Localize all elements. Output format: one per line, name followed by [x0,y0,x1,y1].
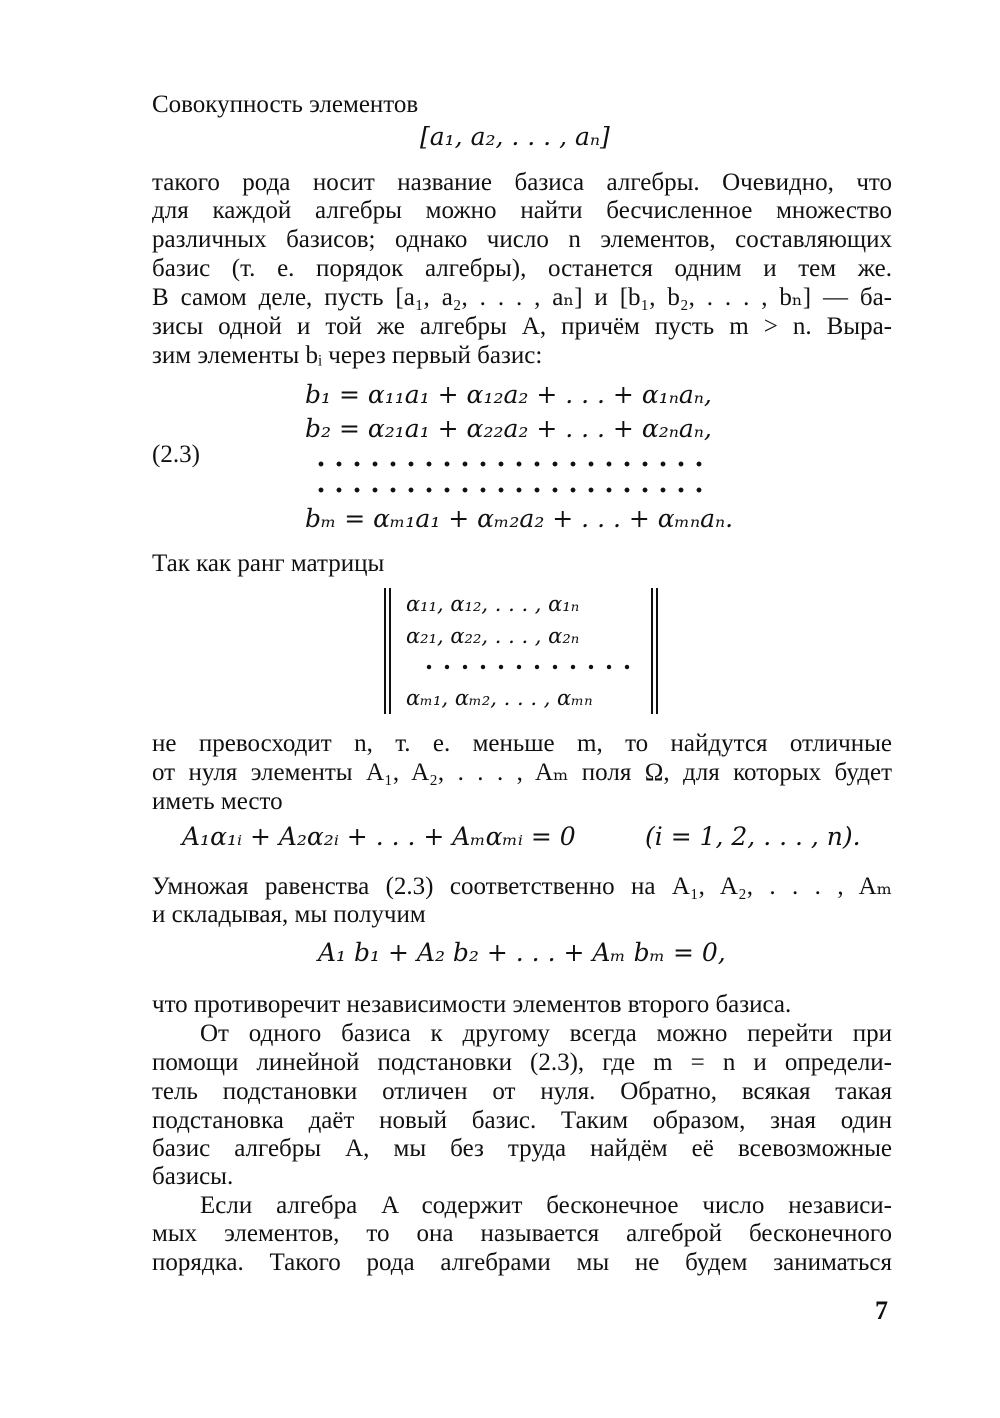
equation-number: (2.3) [152,441,200,468]
equation-row-m: bₘ = αₘ₁a₁ + αₘ₂a₂ + . . . + αₘₙaₙ. [305,504,734,533]
matrix-bar [384,588,386,714]
text-line: Совокупность элементов [152,91,419,118]
equation-row-1: b₁ = α₁₁a₁ + α₁₂a₂ + . . . + α₁ₙaₙ, [305,380,712,409]
text-line: В самом деле, пусть [a₁, a₂, . . . , aₙ] и [b₁, b₂, . . . , bₙ] — ба- [152,284,892,311]
text-line: и складывая, мы получим [152,901,426,928]
text-line: мых элементов, то она называется алгеброй бесконечного [152,1220,892,1247]
matrix-bar [656,588,658,714]
text-line: от нуля элементы A₁, A₂, . . . , Aₘ поля Ω, для которых будет [152,759,892,786]
text-line: помощи линейной подстановки (2.3), где m = n и определи- [152,1049,892,1076]
text-line: что противоречит независимости элементов второго базиса. [152,991,792,1018]
matrix-row-1: α₁₁, α₁₂, . . . , α₁ₙ [406,592,580,616]
formula-condition: (i = 1, 2, . . . , n). [645,822,861,851]
formula-sum: A₁ b₁ + A₂ b₂ + . . . + Aₘ bₘ = 0, [318,938,726,967]
text-line: такого рода носит название базиса алгебры. Очевидно, что [152,169,892,196]
text-line: различных базисов; однако число n элементов, составляющих [152,226,892,253]
text-line: для каждой алгебры можно найти бесчисленное множество [152,197,892,224]
text-line: подстановка даёт новый базис. Таким образом, зная один [152,1107,892,1134]
page-number: 7 [875,1296,888,1325]
text-line: базис алгебры A, мы без труда найдём её всевозможные [152,1135,892,1162]
text-line: Так как ранг матрицы [152,550,385,577]
text-line: базисы. [152,1163,234,1190]
text-line: От одного базиса к другому всегда можно перейти при [200,1020,892,1047]
text-line: зисы одной и той же алгебры A, причём пусть m > n. Выра- [152,313,892,340]
text-line: Умножая равенства (2.3) соответственно на A₁, A₂, . . . , Aₘ [152,873,892,900]
matrix-bar [389,588,391,714]
text-line: зим элементы bᵢ через первый базис: [152,342,543,369]
matrix-row-m: αₘ₁, αₘ₂, . . . , αₘₙ [406,686,593,710]
text-line: не превосходит n, т. е. меньше m, то найдутся отличные [152,730,892,757]
text-line: иметь место [152,788,283,815]
text-line: порядка. Такого рода алгебрами мы не будем заниматься [152,1249,892,1276]
text-line: Если алгебра A содержит бесконечное число независи- [200,1192,892,1219]
formula-basis: [a₁, a₂, . . . , aₙ] [420,122,610,151]
matrix-bar [651,588,653,714]
matrix [384,588,664,714]
equation-row-2: b₂ = α₂₁a₁ + α₂₂a₂ + . . . + α₂ₙaₙ, [305,414,712,443]
matrix-dotted-row [420,664,630,670]
dotted-row [312,461,712,467]
dotted-row [312,487,712,493]
text-line: тель подстановки отличен от нуля. Обратно, всякая такая [152,1078,892,1105]
text-line: базис (т. е. порядок алгебры), останется одним и тем же. [152,255,892,282]
formula-linear-relation: A₁α₁ᵢ + A₂α₂ᵢ + . . . + Aₘαₘᵢ = 0 [182,822,576,851]
matrix-row-2: α₂₁, α₂₂, . . . , α₂ₙ [406,624,580,648]
